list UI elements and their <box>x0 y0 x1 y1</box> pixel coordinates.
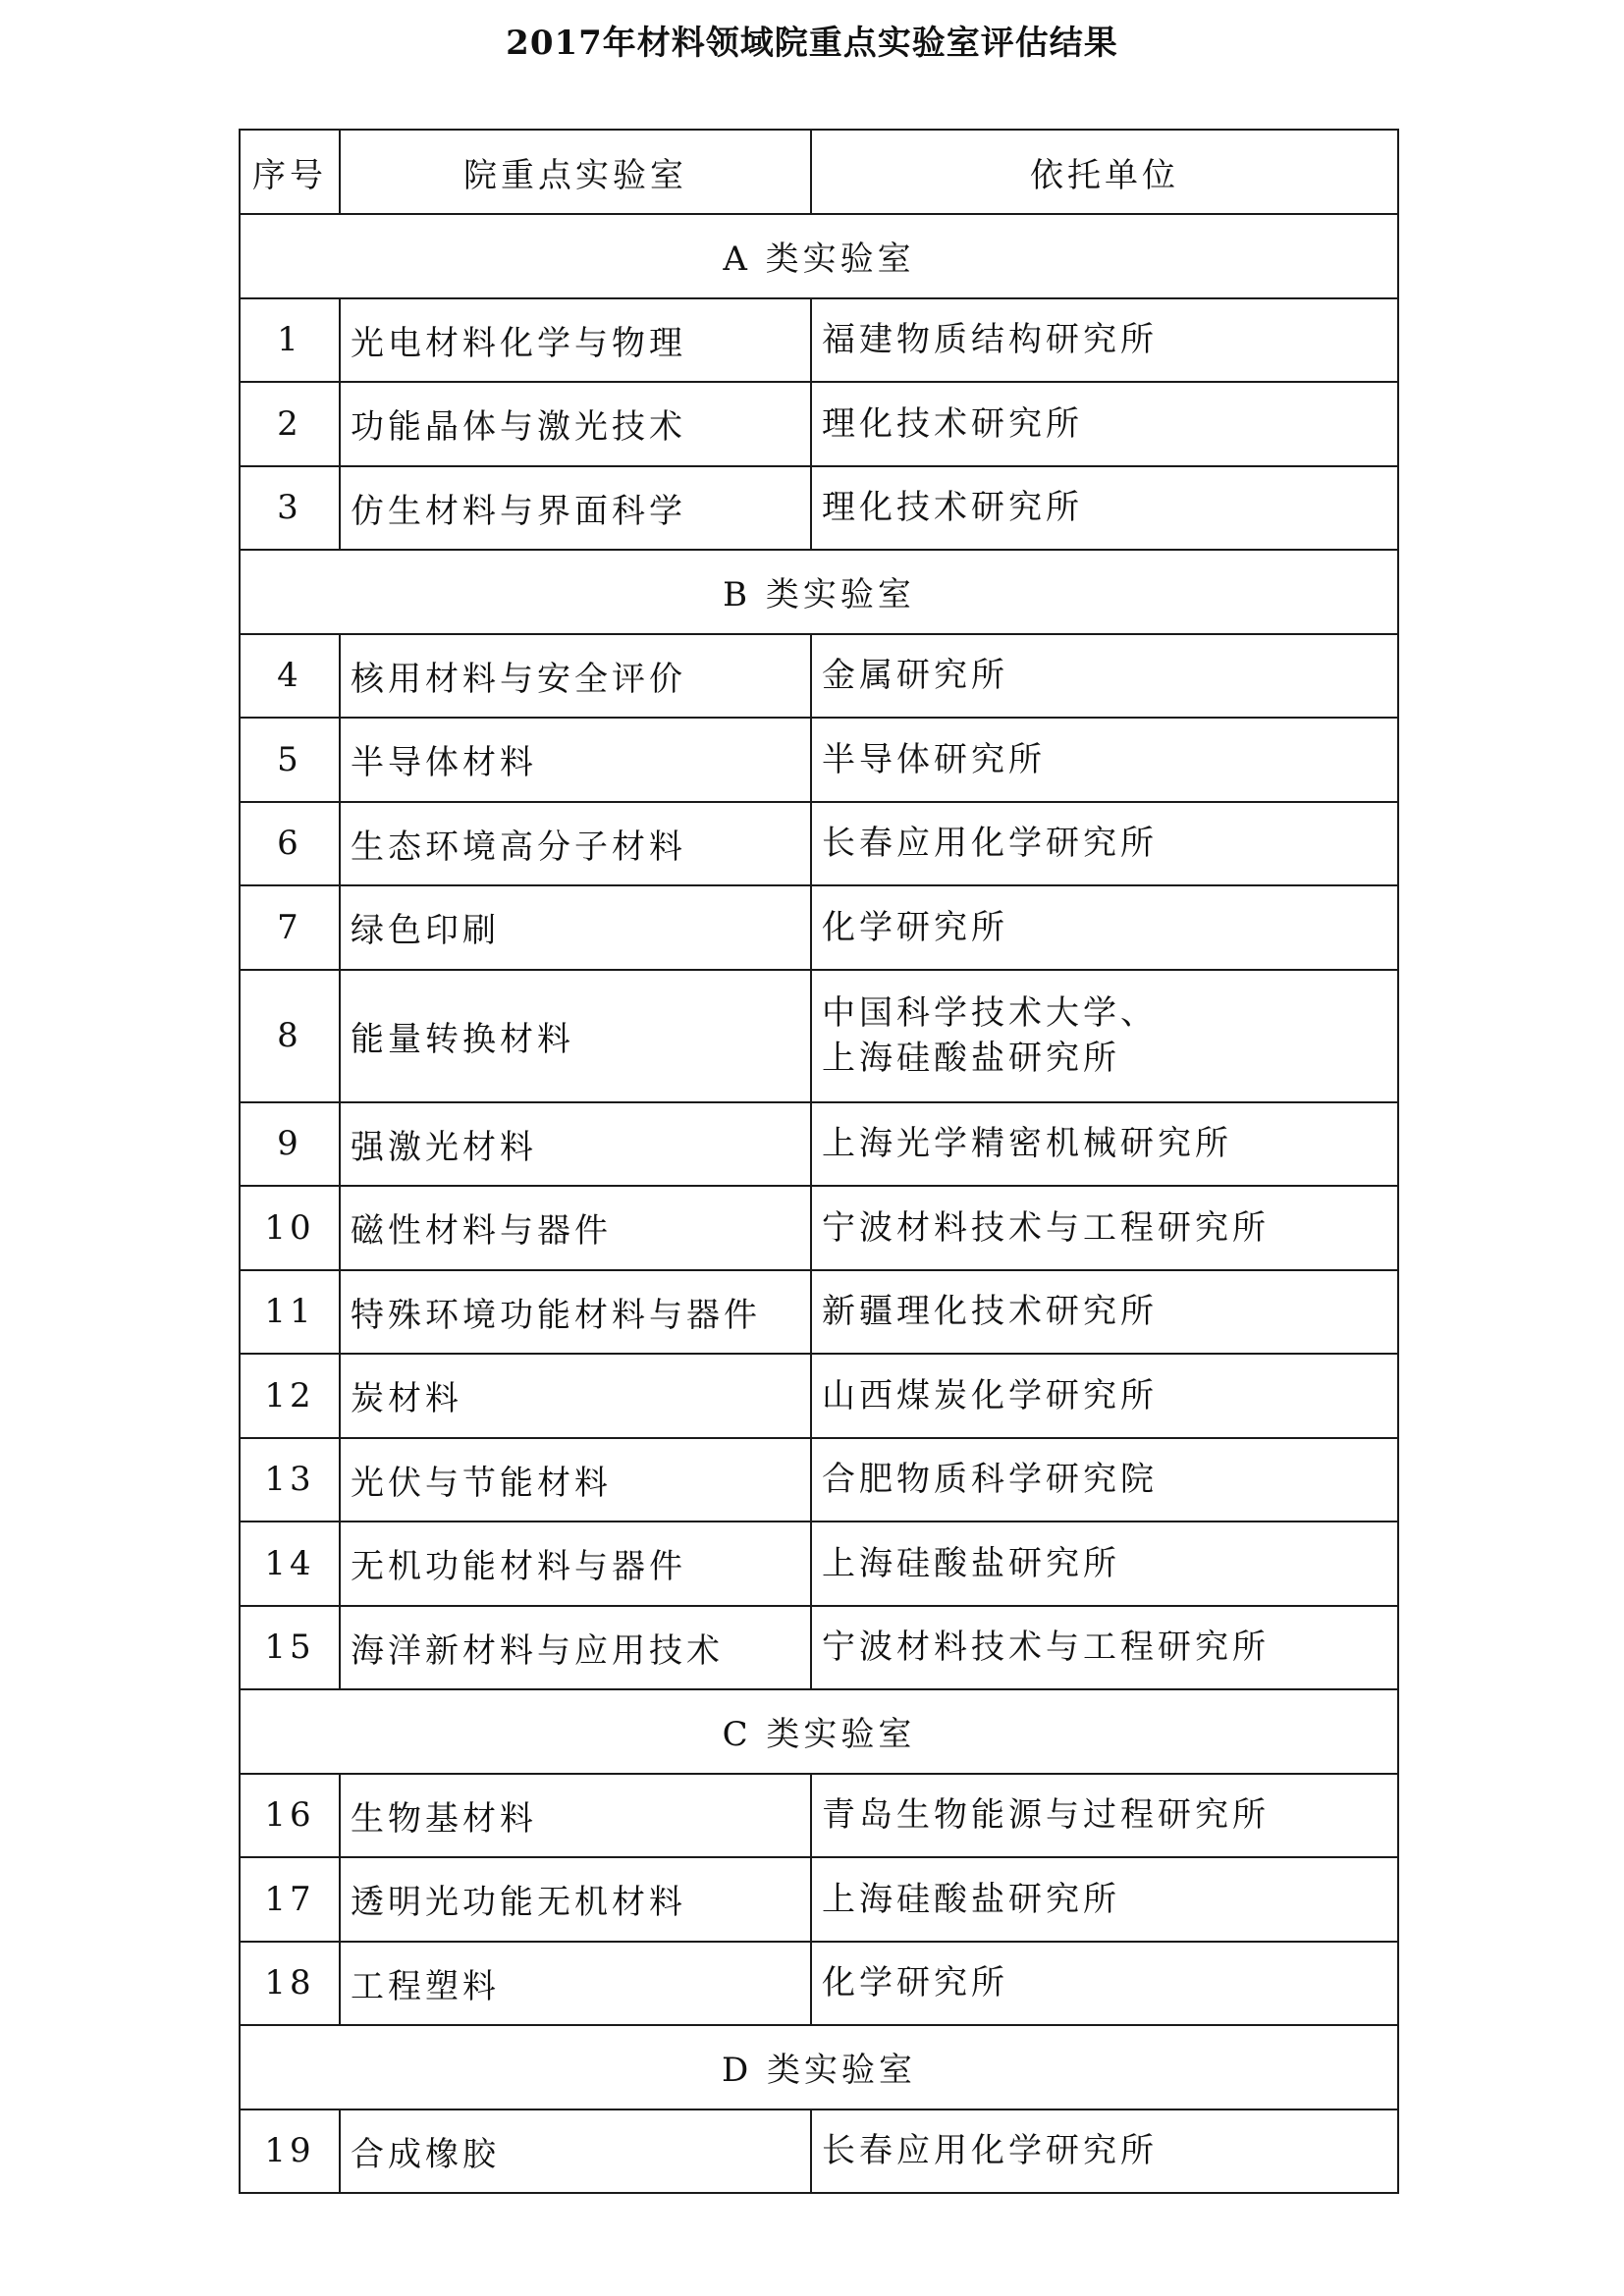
host-unit-line: 长春应用化学研究所 <box>822 824 1158 864</box>
host-unit-line: 理化技术研究所 <box>822 488 1083 528</box>
table-row <box>240 1102 1398 1187</box>
table-row <box>240 885 1398 970</box>
row-host-unit <box>811 885 1398 970</box>
row-lab-name: 工程塑料 <box>340 1942 811 2026</box>
row-host-unit <box>811 634 1398 719</box>
row-lab-name: 核用材料与安全评价 <box>340 634 811 719</box>
table-row <box>240 634 1398 719</box>
category-label: A 类实验室 <box>240 214 1398 298</box>
row-index: 8 <box>240 970 340 1102</box>
table-row <box>240 1270 1398 1355</box>
table-row <box>240 1774 1398 1858</box>
row-index: 11 <box>240 1270 340 1355</box>
table-row <box>240 466 1398 551</box>
host-unit-line: 山西煤炭化学研究所 <box>822 1375 1158 1415</box>
table-row <box>240 1857 1398 1942</box>
table-row <box>240 1186 1398 1270</box>
lab-evaluation-table <box>239 129 1399 2194</box>
row-index: 15 <box>240 1606 340 1690</box>
row-lab-name: 强激光材料 <box>340 1102 811 1187</box>
table-row <box>240 1522 1398 1606</box>
table-row <box>240 802 1398 886</box>
table-row <box>240 382 1398 466</box>
row-lab-name: 磁性材料与器件 <box>340 1186 811 1270</box>
category-label: B 类实验室 <box>240 550 1398 634</box>
row-lab-name: 生态环境高分子材料 <box>340 802 811 886</box>
row-host-unit <box>811 1186 1398 1270</box>
category-row <box>240 214 1398 298</box>
row-index: 12 <box>240 1354 340 1438</box>
category-row <box>240 2025 1398 2109</box>
row-lab-name: 无机功能材料与器件 <box>340 1522 811 1606</box>
host-unit-line: 上海光学精密机械研究所 <box>822 1124 1232 1164</box>
row-lab-name: 功能晶体与激光技术 <box>340 382 811 466</box>
table-row <box>240 298 1398 383</box>
row-host-unit <box>811 1102 1398 1187</box>
header-unit: 依托单位 <box>811 130 1398 214</box>
host-unit-line: 上海硅酸盐研究所 <box>822 1039 1120 1078</box>
row-host-unit <box>811 1438 1398 1522</box>
row-lab-name: 特殊环境功能材料与器件 <box>340 1270 811 1355</box>
row-host-unit <box>811 466 1398 551</box>
table-row <box>240 1354 1398 1438</box>
row-index: 13 <box>240 1438 340 1522</box>
row-host-unit <box>811 382 1398 466</box>
host-unit-line: 半导体研究所 <box>822 739 1046 779</box>
host-unit-line: 青岛生物能源与过程研究所 <box>822 1795 1270 1836</box>
row-index: 14 <box>240 1522 340 1606</box>
host-unit-line: 合肥物质科学研究院 <box>822 1460 1158 1500</box>
row-host-unit <box>811 1857 1398 1942</box>
row-lab-name: 半导体材料 <box>340 718 811 802</box>
row-host-unit <box>811 718 1398 802</box>
row-lab-name: 海洋新材料与应用技术 <box>340 1606 811 1690</box>
row-lab-name: 光伏与节能材料 <box>340 1438 811 1522</box>
row-index: 2 <box>240 382 340 466</box>
header-lab: 院重点实验室 <box>340 130 811 214</box>
row-index: 19 <box>240 2109 340 2194</box>
table-row <box>240 970 1398 1102</box>
header-index: 序号 <box>240 130 340 214</box>
host-unit-line: 金属研究所 <box>822 656 1008 696</box>
table-row <box>240 718 1398 802</box>
row-index: 17 <box>240 1857 340 1942</box>
host-unit-line: 宁波材料技术与工程研究所 <box>822 1628 1270 1668</box>
row-host-unit <box>811 1522 1398 1606</box>
host-unit-line: 新疆理化技术研究所 <box>822 1292 1158 1332</box>
category-row <box>240 550 1398 634</box>
table-row <box>240 1606 1398 1690</box>
row-index: 6 <box>240 802 340 886</box>
category-label: C 类实验室 <box>240 1689 1398 1774</box>
row-lab-name: 绿色印刷 <box>340 885 811 970</box>
row-lab-name: 能量转换材料 <box>340 970 811 1102</box>
row-host-unit <box>811 970 1398 1102</box>
host-unit-line: 长春应用化学研究所 <box>822 2131 1158 2171</box>
row-lab-name: 仿生材料与界面科学 <box>340 466 811 551</box>
table-row <box>240 1942 1398 2026</box>
row-host-unit <box>811 2109 1398 2194</box>
row-host-unit <box>811 1270 1398 1355</box>
row-index: 4 <box>240 634 340 719</box>
row-lab-name: 透明光功能无机材料 <box>340 1857 811 1942</box>
row-lab-name: 光电材料化学与物理 <box>340 298 811 383</box>
host-unit-line: 化学研究所 <box>822 1963 1008 2003</box>
row-lab-name: 生物基材料 <box>340 1774 811 1858</box>
host-unit-line: 上海硅酸盐研究所 <box>822 1543 1120 1583</box>
host-unit-line: 上海硅酸盐研究所 <box>822 1879 1120 1919</box>
row-lab-name: 合成橡胶 <box>340 2109 811 2194</box>
row-index: 1 <box>240 298 340 383</box>
category-label: D 类实验室 <box>240 2025 1398 2109</box>
table-row <box>240 1438 1398 1522</box>
row-index: 9 <box>240 1102 340 1187</box>
row-host-unit <box>811 298 1398 383</box>
row-host-unit <box>811 1774 1398 1858</box>
row-host-unit <box>811 1606 1398 1690</box>
host-unit-line: 化学研究所 <box>822 907 1008 947</box>
host-unit-line: 中国科学技术大学、 <box>822 993 1158 1033</box>
row-index: 3 <box>240 466 340 551</box>
table-row <box>240 2109 1398 2194</box>
page-title: 2017年材料领域院重点实验室评估结果 <box>506 24 1118 63</box>
row-index: 7 <box>240 885 340 970</box>
table-header-row <box>240 130 1398 214</box>
row-host-unit <box>811 1354 1398 1438</box>
row-host-unit <box>811 1942 1398 2026</box>
row-index: 5 <box>240 718 340 802</box>
row-index: 10 <box>240 1186 340 1270</box>
category-row <box>240 1689 1398 1774</box>
row-index: 16 <box>240 1774 340 1858</box>
row-host-unit <box>811 802 1398 886</box>
host-unit-line: 福建物质结构研究所 <box>822 320 1158 360</box>
row-lab-name: 炭材料 <box>340 1354 811 1438</box>
host-unit-line: 宁波材料技术与工程研究所 <box>822 1207 1270 1248</box>
row-index: 18 <box>240 1942 340 2026</box>
host-unit-line: 理化技术研究所 <box>822 403 1083 444</box>
table-body <box>240 214 1398 2193</box>
